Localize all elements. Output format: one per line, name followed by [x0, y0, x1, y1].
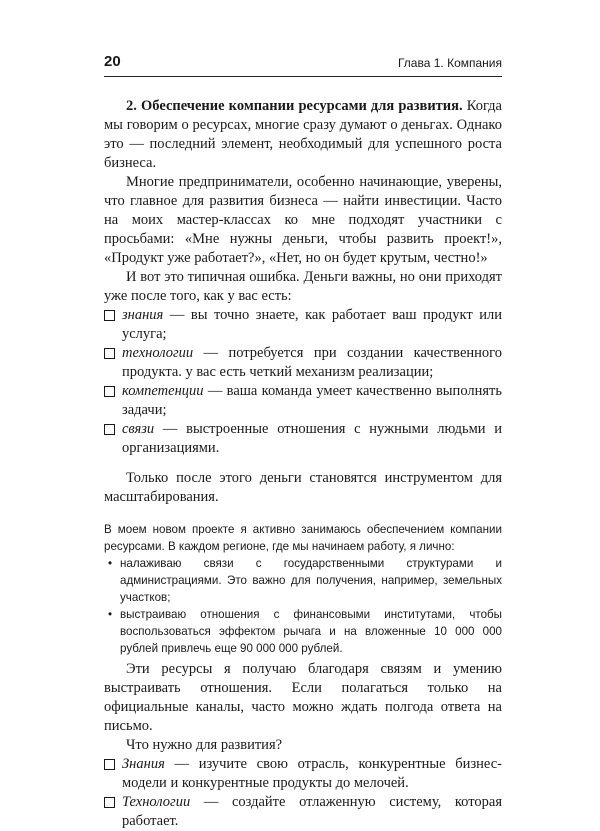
sidebar-bullet-text: выстраиваю отношения с финансовыми институтами, чтобы воспользоваться эффектом рычага и на вложенные 10 000 000 рублей привлечь еще 90 000 000 рублей.: [120, 608, 502, 655]
checklist-term: технологии: [122, 345, 194, 361]
checklist-term: знания: [122, 307, 164, 323]
running-head-chapter: Глава 1. Компания: [397, 56, 502, 70]
checkbox-icon: [104, 797, 115, 808]
sidebar-bullet-list: [104, 555, 502, 657]
checkbox-icon: [104, 310, 115, 321]
sidebar-bullet-text: налаживаю связи с государственными структурами и администрациями. Это важно для получения, например, земельных участков;: [120, 557, 502, 604]
paragraph-resources: Эти ресурсы я получаю благодаря связям и умению выстраивать отношения. Если полагаться только на официальные каналы, часто можно ждать полгода ответа на письмо.: [104, 661, 502, 734]
paragraph-investors: Многие предприниматели, особенно начинающие, уверены, что главное для развития бизнеса — найти инвестиции. Часто на моих мастер-классах ко мне подходят участники с просьбами: «Мне нужны деньги, чтобы развить проект!», «Продукт уже работает?», «Нет, но он будет крутым, честно!»: [104, 174, 502, 266]
checklist-term: Знания: [122, 756, 165, 772]
page-number: 20: [104, 53, 121, 70]
checklist-development: [104, 755, 502, 831]
bullet-icon: •: [108, 608, 113, 621]
checklist-item: [104, 344, 502, 382]
section-intro-paragraph: [104, 97, 502, 173]
book-page: [104, 52, 502, 831]
checklist-text: — потребуется при создании качественного продукта. у вас есть четкий механизм реализации;: [122, 345, 502, 380]
checklist-item: [104, 755, 502, 793]
checklist-item: [104, 420, 502, 458]
checkbox-icon: [104, 424, 115, 435]
checklist-item: [104, 793, 502, 831]
checklist-prerequisites: [104, 306, 502, 458]
checklist-text: — ваша команда умеет качественно выполнять задачи;: [122, 383, 502, 418]
checklist-text: — вы точно знаете, как работает ваш продукт или услуга;: [122, 307, 502, 342]
sidebar-bullet-item: [104, 606, 502, 657]
checkbox-icon: [104, 759, 115, 770]
section-heading: 2. Обеспечение компании ресурсами для развития.: [126, 98, 463, 114]
sidebar-intro: В моем новом проекте я активно занимаюсь обеспечением компании ресурсами. В каждом регионе, где мы начинаем работу, я лично:: [104, 523, 502, 553]
checklist-text: — изучите свою отрасль, конкурентные бизнес-модели и конкурентные продукты до мелочей.: [122, 756, 502, 791]
body-text: [104, 97, 502, 831]
author-sidebar-note: [104, 521, 502, 657]
checkbox-icon: [104, 348, 115, 359]
bullet-icon: •: [108, 557, 113, 570]
checklist-text: — выстроенные отношения с нужными людьми и организациями.: [122, 421, 502, 456]
paragraph-mistake: И вот это типичная ошибка. Деньги важны, но они приходят уже после того, как у вас есть:: [104, 269, 502, 304]
paragraph-question: Что нужно для развития?: [126, 737, 283, 753]
checklist-term: связи: [122, 421, 155, 437]
checklist-item: [104, 382, 502, 420]
checklist-term: компетенции: [122, 383, 204, 399]
checkbox-icon: [104, 386, 115, 397]
checklist-text: — создайте отлаженную систему, которая работает.: [122, 794, 502, 829]
page-header: [104, 52, 502, 77]
paragraph-money-tool: Только после этого деньги становятся инструментом для масштабирования.: [104, 470, 502, 505]
section-intro-text: Когда мы говорим о ресурсах, многие сразу думают о деньгах. Однако это — последний элемент, необходимый для успешного роста бизнеса.: [104, 98, 502, 171]
checklist-item: [104, 306, 502, 344]
checklist-term: Технологии: [122, 794, 191, 810]
sidebar-bullet-item: [104, 555, 502, 606]
